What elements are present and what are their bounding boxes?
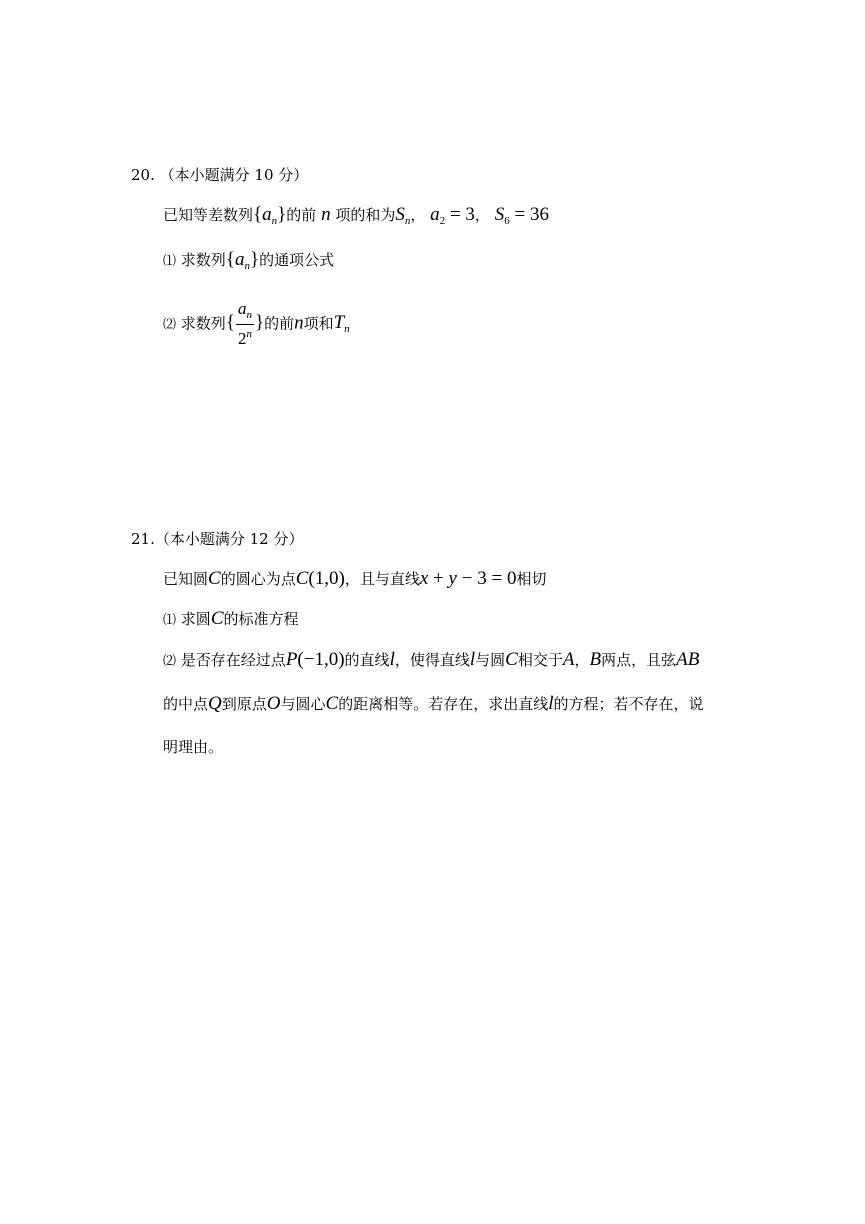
- q21-part2-label: ⑵: [163, 654, 177, 669]
- q20-part2-label: ⑵: [163, 317, 177, 333]
- q21-part2-text: 是否存在经过点: [180, 651, 286, 669]
- q20-part1-text: 的通项公式: [259, 251, 335, 269]
- q21-part2-text: 的直线: [344, 651, 390, 669]
- q20-part2-text: 项和: [303, 314, 334, 333]
- q21-part2-text: 的中点: [163, 695, 209, 713]
- a2-value: = 3: [449, 204, 475, 225]
- var-y: y: [448, 568, 457, 589]
- q21-part2-line3: [163, 737, 223, 757]
- var-x: x: [419, 568, 429, 589]
- q21-part2-text: 两点，且弦: [601, 651, 677, 669]
- var-Tn: $T_n$: [333, 312, 350, 336]
- q21-header: [131, 529, 303, 549]
- q21-stem-text: ，且与直线: [344, 570, 420, 588]
- var-C: C: [325, 693, 339, 714]
- q21-part1-text: 求圆: [180, 610, 211, 628]
- var-O: O: [266, 693, 281, 714]
- q21-part2-text: 的方程；若不存在，说: [553, 695, 704, 713]
- seq-fraction: { $\frac{a_n}{2^n}$ }: [225, 299, 265, 348]
- q20-stem-text: ，: [410, 206, 426, 224]
- var-Q: Q: [208, 693, 222, 714]
- q21-part2-text: ，使得直线: [394, 651, 470, 669]
- q20-stem-text: 已知等差数列: [163, 206, 254, 224]
- var-S6: $S_6$: [494, 204, 510, 227]
- q21-part2-text: 与圆心: [280, 695, 326, 713]
- q21-part1-text: 的标准方程: [223, 610, 299, 628]
- var-a2: $a_2$: [430, 204, 446, 227]
- var-l: l: [548, 693, 554, 714]
- var-B: B: [589, 649, 602, 670]
- q21-part2-text: 明理由。: [163, 738, 224, 756]
- line-equation-tail: − 3 = 0: [461, 568, 517, 589]
- s6-value: = 36: [514, 204, 549, 225]
- q21-part1: [163, 609, 299, 631]
- q21-stem: 已知圆C的圆心为点C(1,0)，且与直线x + y − 3 = 0相切: [163, 568, 547, 589]
- var-Sn: $S_n$: [395, 204, 411, 227]
- q20-number: 20.: [131, 166, 155, 184]
- var-A: A: [562, 649, 575, 670]
- point-P: (−1,0): [297, 649, 345, 670]
- q20-part1-text: 求数列: [180, 251, 226, 269]
- q20-stem-text: ，: [474, 206, 490, 224]
- var-C: C: [295, 568, 309, 589]
- q21-part2-line1: [163, 650, 699, 672]
- q21-part2-text: ，: [574, 651, 590, 669]
- q20-score-note: （本小题满分 10 分）: [159, 166, 309, 184]
- q21-part2-text: 相交于: [517, 651, 563, 669]
- q21-part2-text: 到原点: [221, 695, 267, 713]
- q20-header: [131, 165, 308, 185]
- q21-stem-text: 相切: [516, 570, 547, 588]
- q21-stem-text: 已知圆: [163, 570, 209, 588]
- var-AB: AB: [676, 649, 700, 670]
- q21-part1-label: ⑴: [163, 613, 177, 628]
- seq-an: $\{a_n\}$: [253, 204, 287, 227]
- q20-part1-label: ⑴: [163, 254, 177, 269]
- q21-number: 21.: [131, 530, 155, 548]
- seq-an: $\{a_n\}$: [225, 249, 260, 272]
- var-C: C: [505, 649, 518, 670]
- q20-part2-text: 的前: [264, 314, 295, 333]
- q20-part2: [163, 300, 350, 348]
- var-C: C: [210, 608, 224, 629]
- var-l: l: [389, 649, 395, 670]
- var-C: C: [208, 568, 221, 589]
- q21-stem-text: 的圆心为点: [220, 570, 296, 588]
- q21-part2-text: 的距离相等。若存在，求出直线: [338, 695, 549, 713]
- var-n: n: [321, 204, 331, 225]
- q20-stem: [163, 205, 549, 231]
- q20-part2-text: 求数列: [180, 314, 226, 333]
- q21-part2-line2: [163, 694, 704, 714]
- var-P: P: [285, 649, 298, 670]
- point-C: (1,0): [308, 568, 345, 589]
- q20-stem-text: 的前: [286, 206, 317, 224]
- q20-part1: [163, 250, 334, 276]
- q21-part2-text: 与圆: [475, 651, 506, 669]
- q20-stem-text: 项的和为: [335, 206, 396, 224]
- var-l: l: [469, 649, 476, 670]
- var-n: n: [294, 312, 304, 334]
- q21-score-note: （本小题满分 12 分）: [154, 530, 304, 548]
